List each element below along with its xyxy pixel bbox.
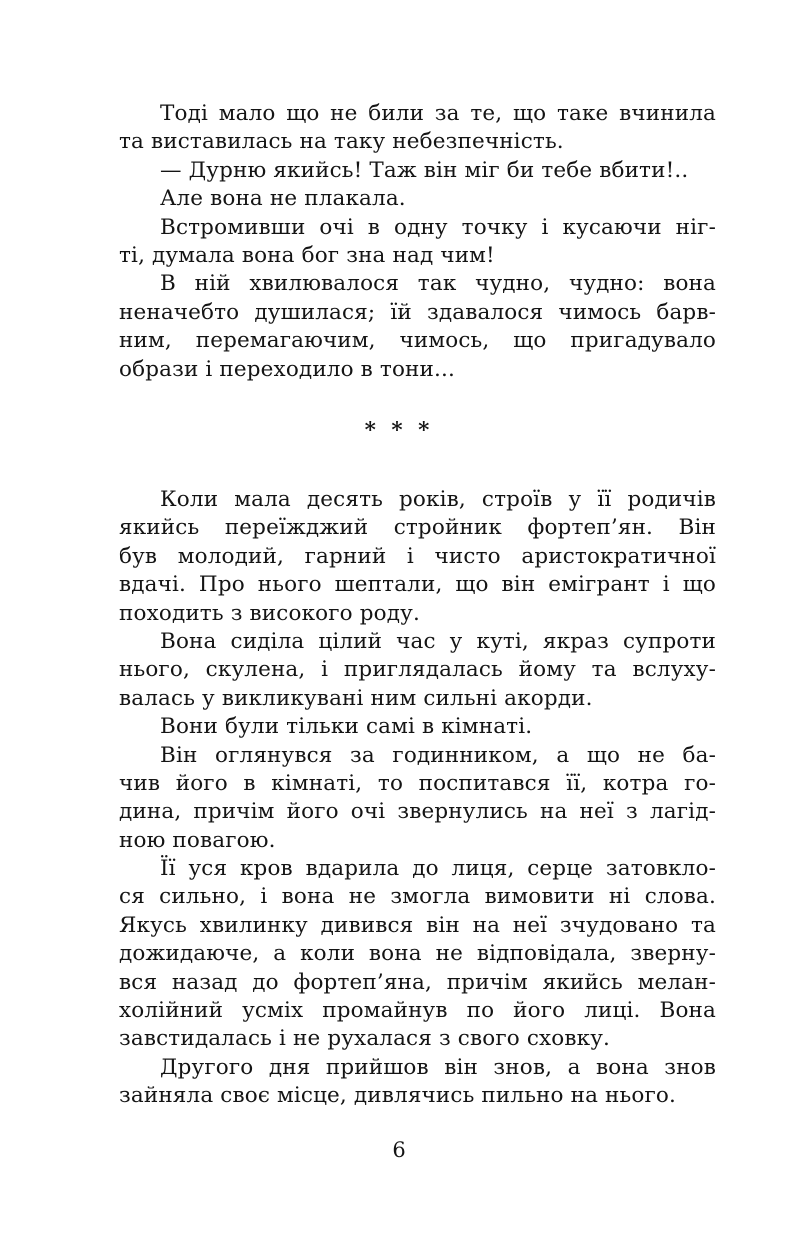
text-line: був молодий, гарний і чисто аристократичної [119, 543, 716, 569]
text-block-1 [119, 100, 716, 384]
text-block-2 [119, 486, 716, 1111]
text-line: — Дурню якийсь! Таж він міг би тебе вбити!.. [160, 157, 689, 183]
text-line: походить з високого роду. [119, 600, 420, 626]
text-line: Її уся кров вдарила до лиця, серце затовкло- [160, 856, 716, 882]
text-line: Другого дня прийшов він знов, а вона знов [160, 1054, 716, 1080]
text-line: нього, скулена, і приглядалась йому та вслуху- [119, 657, 716, 683]
text-line: ті, думала вона бог зна над чим! [119, 242, 495, 268]
text-line: вся назад до фортеп’яна, причім якийсь мелан- [119, 969, 716, 995]
text-line: якийсь переїжджий стройник фортеп’ян. Він [119, 515, 716, 541]
section-break: * * * [364, 418, 434, 443]
text-line: Якусь хвилинку дивився він на неї зчудовано та [119, 912, 716, 938]
text-line: валась у викликувані ним сильні акорди. [119, 685, 593, 711]
text-line: Але вона не плакала. [160, 186, 406, 212]
text-line: вдачі. Про нього шептали, що він емігрант і що [119, 572, 716, 598]
text-line: Вони були тільки самі в кімнаті. [160, 714, 533, 740]
text-line: зайняла своє місце, дивлячись пильно на нього. [119, 1083, 676, 1109]
text-line: ною повагою. [119, 827, 276, 853]
text-line: та виставилась на таку небезпечність. [119, 129, 564, 155]
text-line: холійний усміх промайнув по його лиці. Вона [119, 998, 716, 1024]
text-line: Коли мала десять років, строїв у її родичів [160, 487, 716, 512]
text-line: чив його в кімнаті, то поспитався її, котра го- [119, 770, 716, 796]
text-line: образи і переходило в тони... [119, 356, 455, 382]
text-line: неначебто душилася; їй здавалося чимось барв- [119, 299, 716, 325]
text-line: ся сильно, і вона не змогла вимовити ні слова. [119, 884, 716, 910]
page-number: 6 [392, 1138, 406, 1162]
text-line: Встромивши очі в одну точку і кусаючи ніг- [160, 214, 716, 240]
text-line: Він оглянувся за годинником, а що не ба- [160, 742, 716, 768]
text-line: В ній хвилювалося так чудно, чудно: вона [160, 271, 716, 297]
text-line: Вона сиділа цілий час у куті, якраз супроти [160, 628, 716, 654]
text-line: Тоді мало що не били за те, що таке вчинила [160, 101, 716, 126]
text-line: дожидаюче, а коли вона не відповідала, зверну- [119, 941, 716, 967]
text-line: ним, перемагаючим, чимось, що пригадувало [119, 328, 716, 354]
text-line: завстидалась і не рухалася з свого сховку. [119, 1026, 611, 1052]
text-line: дина, причім його очі звернулись на неї з лагід- [119, 799, 716, 825]
